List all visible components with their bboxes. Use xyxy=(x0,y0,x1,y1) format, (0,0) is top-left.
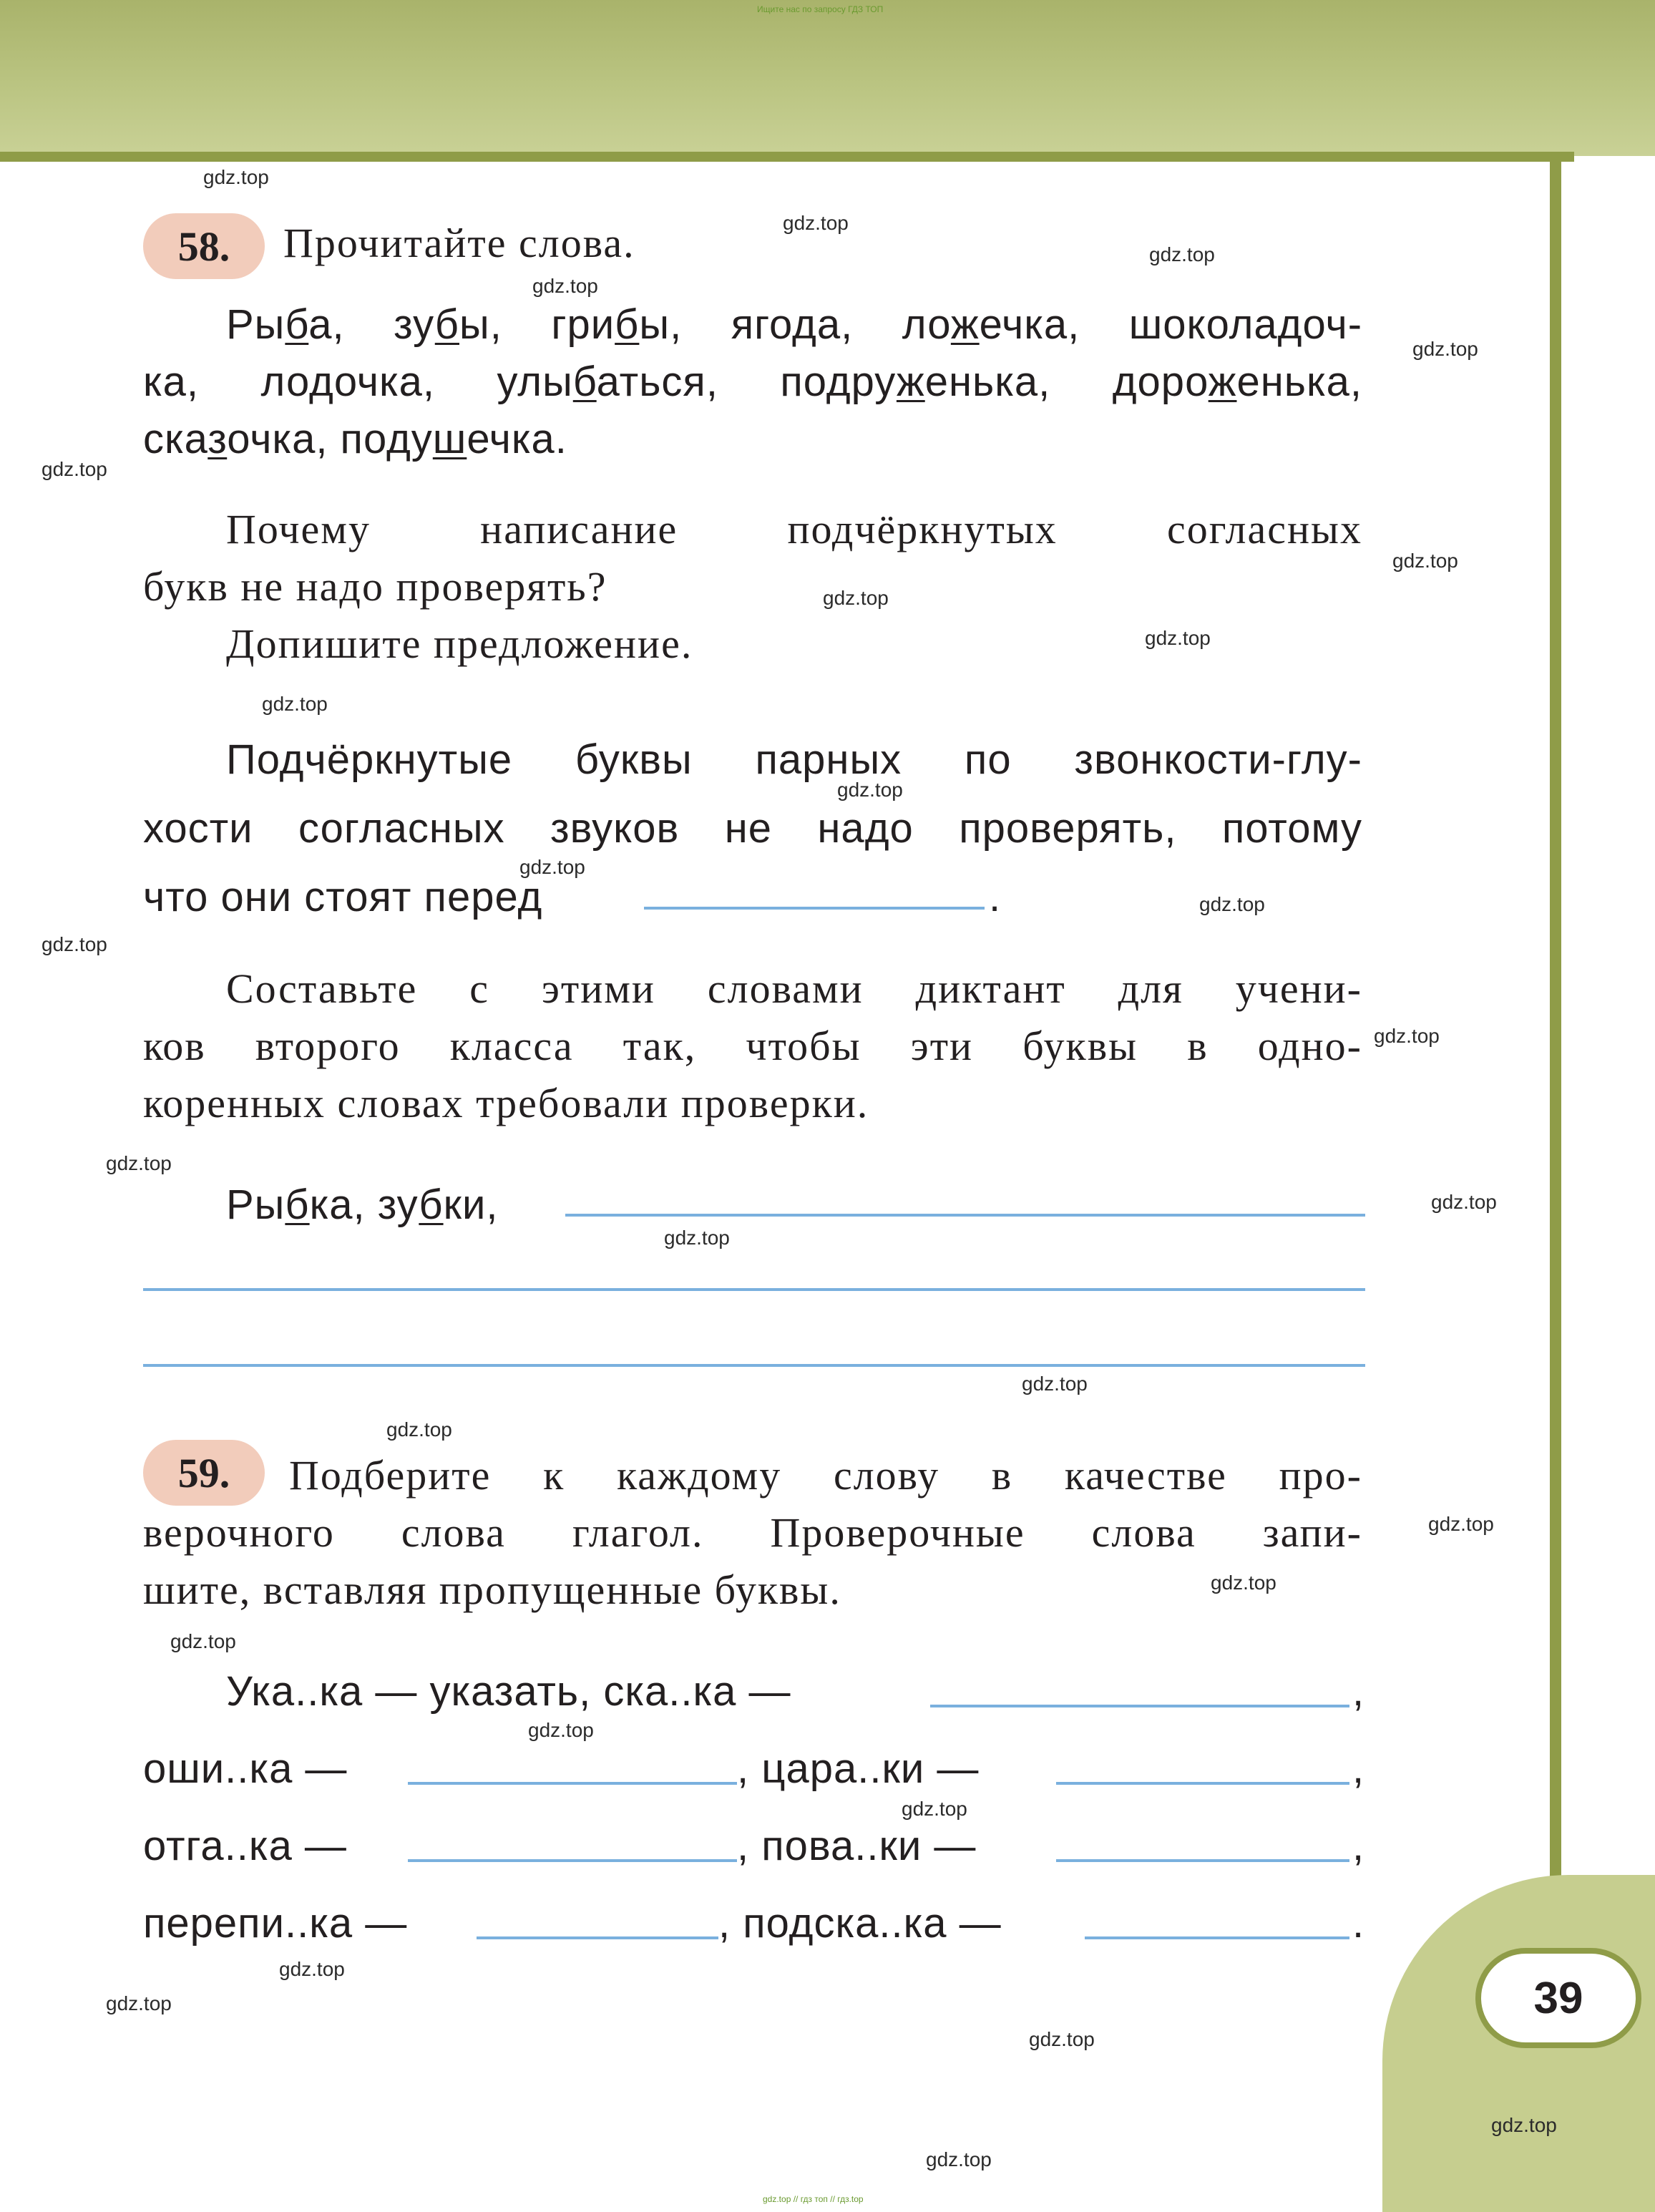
dictation-line-2: ков второго класса так, чтобы эти буквы в одно- xyxy=(143,1023,1362,1069)
row-2-blank-b[interactable] xyxy=(1056,1782,1349,1785)
dictation-blank-3[interactable] xyxy=(143,1364,1365,1367)
row-4-blank-a[interactable] xyxy=(477,1936,718,1939)
answer-line-2: хости согласных звуков не надо проверять, потому xyxy=(143,805,1362,852)
row-1-blank[interactable] xyxy=(930,1705,1349,1707)
watermark: gdz.top xyxy=(106,1992,172,2014)
row-1-comma: , xyxy=(1352,1668,1365,1715)
word-list-line-2: ка, лодочка, улыбаться, подруженька, дороженька, xyxy=(143,359,1363,405)
watermark: gdz.top xyxy=(823,587,889,609)
question-line-2: букв не надо проверять? xyxy=(143,563,607,610)
watermark: gdz.top xyxy=(926,2148,992,2170)
watermark: gdz.top xyxy=(837,779,903,801)
watermark: gdz.top xyxy=(528,1719,594,1741)
dictation-line-3: коренных словах требовали проверки. xyxy=(143,1080,869,1126)
word-list-line-3: сказочка, подушечка. xyxy=(143,416,567,462)
watermark: gdz.top xyxy=(532,275,598,297)
dictation-line-1: Составьте с этими словами диктант для учени- xyxy=(226,965,1362,1012)
right-margin-rule xyxy=(1550,157,1561,1961)
watermark: gdz.top xyxy=(203,166,269,188)
answer-blank[interactable] xyxy=(644,907,985,910)
answer-line-1: Подчёркнутые буквы парных по звонкости-глу- xyxy=(226,736,1362,783)
task-complete-sentence: Допишите предложение. xyxy=(226,620,693,667)
row-4-word-a: перепи..ка — xyxy=(143,1900,408,1947)
header-divider xyxy=(0,152,1574,162)
row-4-blank-b[interactable] xyxy=(1085,1936,1349,1939)
dictation-blank-2[interactable] xyxy=(143,1288,1365,1291)
exercise-59-number: 59. xyxy=(143,1440,265,1506)
exercise-58-number: 58. xyxy=(143,213,265,279)
answer-period: . xyxy=(989,874,1002,920)
watermark: gdz.top xyxy=(902,1798,967,1820)
watermark: gdz.top xyxy=(1211,1572,1276,1594)
footer-note: gdz.top // гдз топ // гдз.top xyxy=(763,2194,864,2204)
row-4-word-b: , подска..ка — xyxy=(718,1900,1002,1947)
exercise-58-prompt: Прочитайте слова. xyxy=(283,220,635,266)
watermark: gdz.top xyxy=(1392,550,1458,572)
row-4-period: . xyxy=(1352,1900,1365,1947)
watermark: gdz.top xyxy=(1374,1025,1440,1047)
row-3-blank-b[interactable] xyxy=(1056,1859,1349,1862)
row-2-comma: , xyxy=(1352,1745,1365,1792)
row-3-comma: , xyxy=(1352,1823,1365,1869)
watermark: gdz.top xyxy=(42,458,107,480)
answer-line-3: что они стоят перед xyxy=(143,874,543,920)
exercise-59-line-2: верочного слова глагол. Проверочные слова запи- xyxy=(143,1509,1362,1556)
row-2-blank-a[interactable] xyxy=(408,1782,737,1785)
header-note: Ищите нас по запросу ГДЗ ТОП xyxy=(757,4,884,14)
row-2-word-b: , цара..ки — xyxy=(737,1745,980,1792)
watermark: gdz.top xyxy=(1145,627,1211,649)
dictation-blank-1[interactable] xyxy=(565,1214,1365,1217)
watermark: gdz.top xyxy=(1149,243,1215,265)
watermark: gdz.top xyxy=(1022,1373,1088,1395)
watermark: gdz.top xyxy=(1431,1191,1497,1213)
row-1-words: Ука..ка — указать, ска..ка — xyxy=(226,1668,791,1715)
watermark: gdz.top xyxy=(106,1152,172,1174)
question-line-1: Почему написание подчёркнутых согласных xyxy=(226,506,1362,552)
page-number: 39 xyxy=(1475,1948,1641,2048)
watermark: gdz.top xyxy=(262,693,328,715)
word-list-line-1: Рыба, зубы, грибы, ягода, ложечка, шоколадоч- xyxy=(226,301,1363,348)
exercise-59-line-3: шите, вставляя пропущенные буквы. xyxy=(143,1567,841,1613)
exercise-59-line-1: Подберите к каждому слову в качестве про- xyxy=(289,1452,1362,1499)
watermark: gdz.top xyxy=(1428,1513,1494,1535)
watermark: gdz.top xyxy=(1029,2028,1095,2050)
row-3-word-a: отга..ка — xyxy=(143,1823,347,1869)
row-3-blank-a[interactable] xyxy=(408,1859,737,1862)
row-3-word-b: , пова..ки — xyxy=(737,1823,977,1869)
header-band xyxy=(0,0,1655,156)
watermark: gdz.top xyxy=(1491,2114,1557,2136)
watermark: gdz.top xyxy=(1199,893,1265,915)
watermark: gdz.top xyxy=(1412,338,1478,360)
watermark: gdz.top xyxy=(42,933,107,955)
dictation-sample: Рыбка, зубки, xyxy=(226,1181,499,1228)
row-2-word-a: оши..ка — xyxy=(143,1745,348,1792)
watermark: gdz.top xyxy=(279,1958,345,1980)
watermark: gdz.top xyxy=(783,212,849,234)
watermark: gdz.top xyxy=(386,1418,452,1441)
watermark: gdz.top xyxy=(170,1630,236,1652)
watermark: gdz.top xyxy=(664,1227,730,1249)
watermark: gdz.top xyxy=(519,856,585,878)
